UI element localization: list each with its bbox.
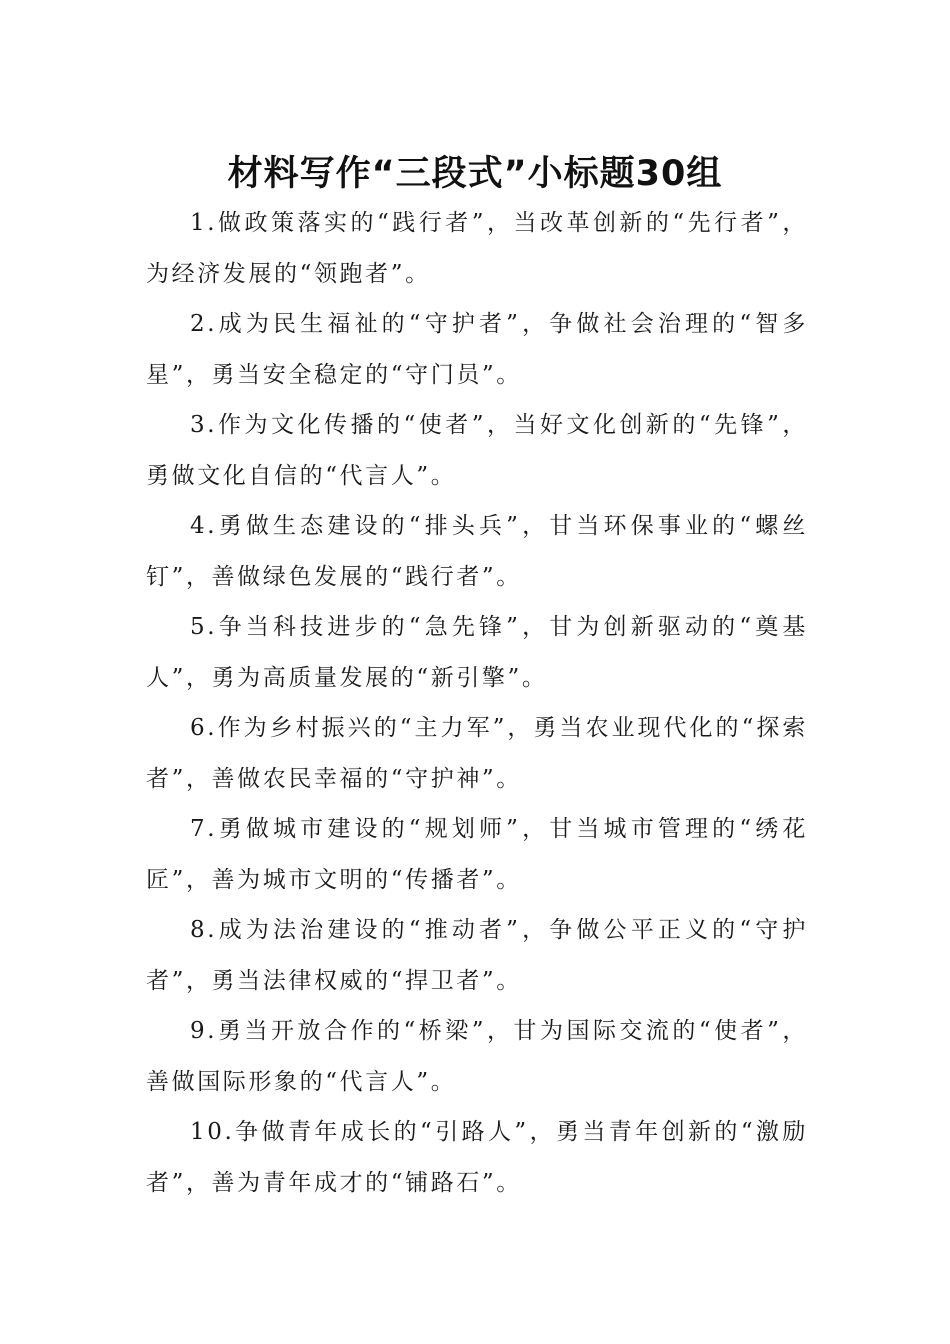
list-item: 6.作为乡村振兴的“主力军”，勇当农业现代化的“探索者”，善做农民幸福的“守护神”。 xyxy=(146,715,808,792)
document-title: 材料写作“三段式”小标题30组 xyxy=(227,154,723,195)
item-list xyxy=(146,198,808,1208)
list-item: 5.争当科技进步的“急先锋”，甘为创新驱动的“奠基人”，勇为高质量发展的“新引擎”。 xyxy=(146,614,808,691)
list-item: 1.做政策落实的“践行者”，当改革创新的“先行者”，为经济发展的“领跑者”。 xyxy=(146,210,808,287)
list-item: 2.成为民生福祉的“守护者”，争做社会治理的“智多星”，勇当安全稳定的“守门员”。 xyxy=(146,311,808,388)
list-item: 9.勇当开放合作的“桥梁”，甘为国际交流的“使者”，善做国际形象的“代言人”。 xyxy=(146,1018,808,1095)
list-item: 7.勇做城市建设的“规划师”，甘当城市管理的“绣花匠”，善为城市文明的“传播者”。 xyxy=(146,816,808,893)
list-item: 10.争做青年成长的“引路人”，勇当青年创新的“激励者”，善为青年成才的“铺路石”。 xyxy=(146,1119,808,1196)
list-item: 4.勇做生态建设的“排头兵”，甘当环保事业的“螺丝钉”，善做绿色发展的“践行者”。 xyxy=(146,513,808,590)
list-item: 8.成为法治建设的“推动者”，争做公平正义的“守护者”，勇当法律权威的“捍卫者”。 xyxy=(146,917,808,994)
list-item: 3.作为文化传播的“使者”，当好文化创新的“先锋”，勇做文化自信的“代言人”。 xyxy=(146,412,808,489)
